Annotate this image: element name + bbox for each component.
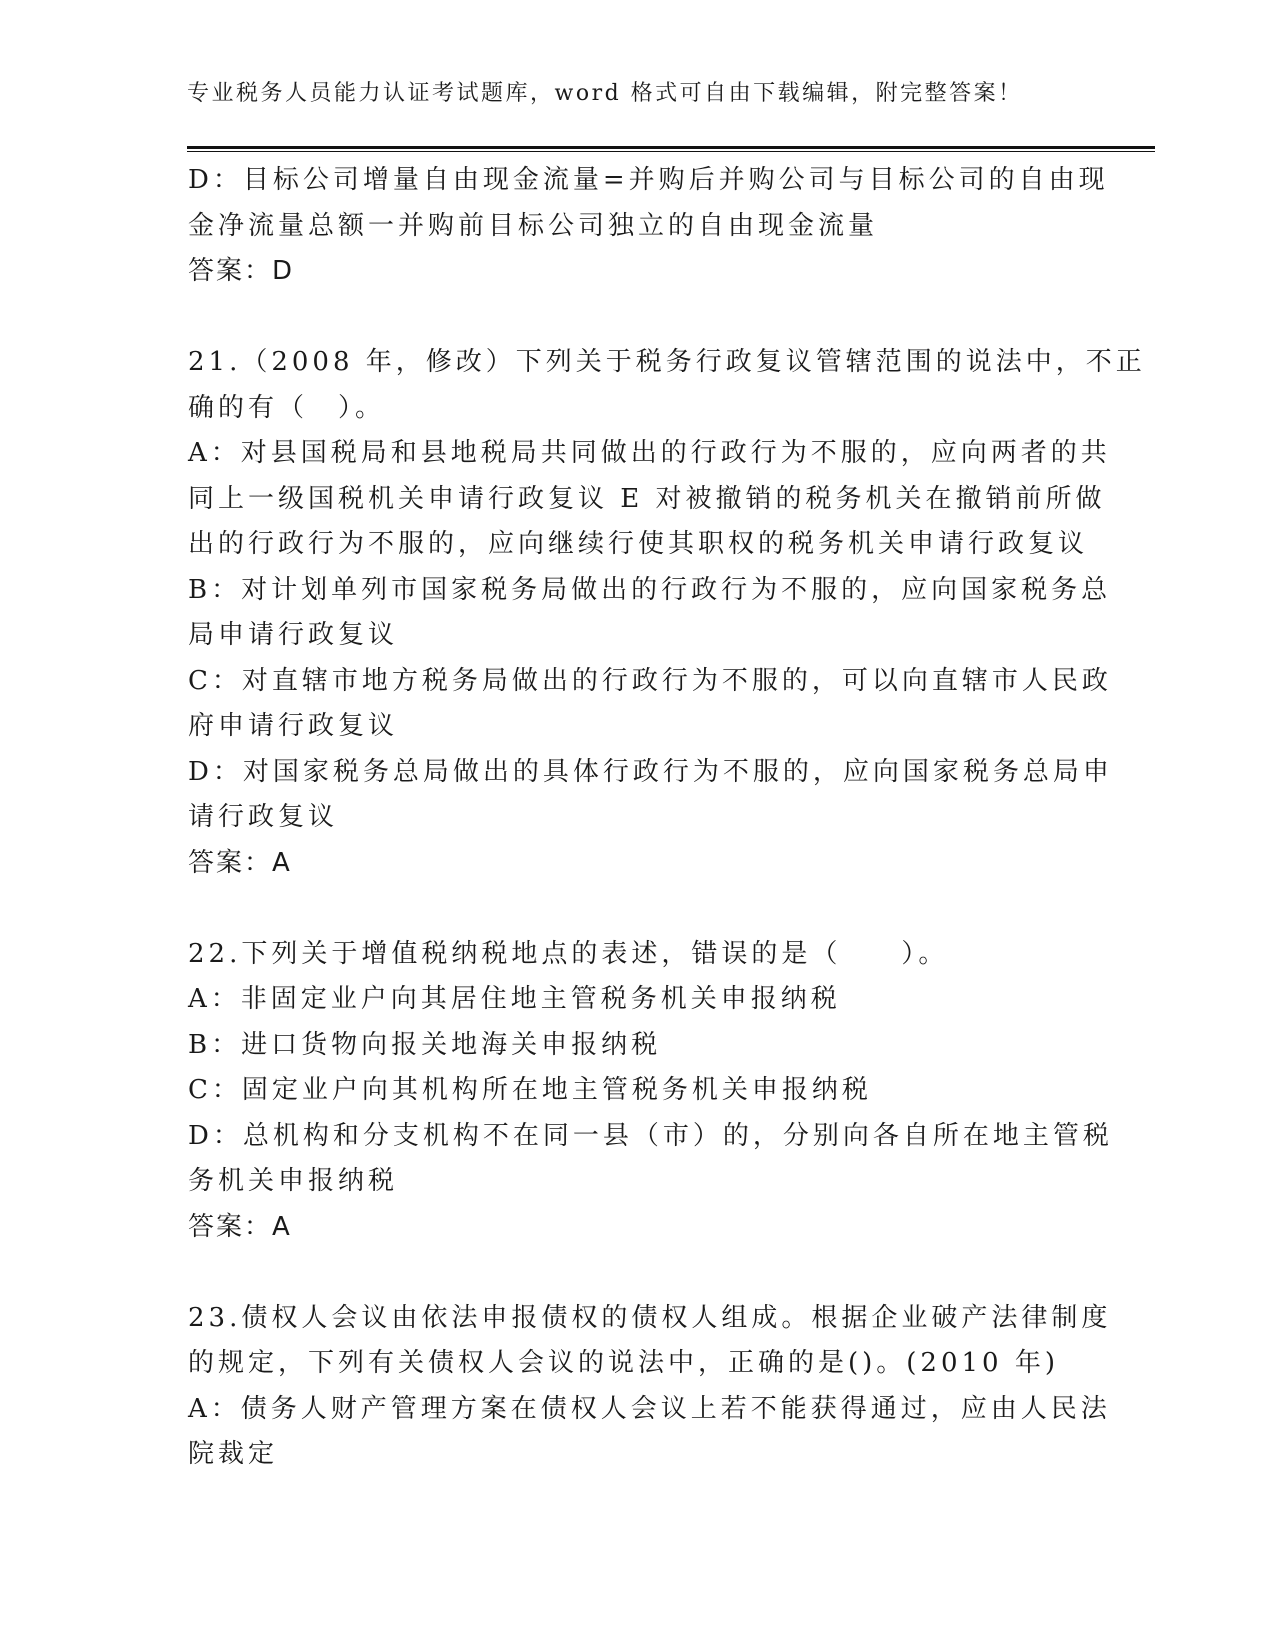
header-rule-thin <box>187 151 1155 152</box>
q21-stem-line-1: 21.（2008 年，修改）下列关于税务行政复议管辖范围的说法中，不正 <box>188 347 1146 377</box>
spacer <box>188 295 1088 341</box>
q22-option-d-line-2: 务机关申报纳税 <box>188 1166 399 1196</box>
q21-option-a-line-3: 出的行政行为不服的，应向继续行使其职权的税务机关申请行政复议 <box>188 529 1089 559</box>
spacer <box>188 886 1088 932</box>
q21-stem-line-2: 确的有（ ）。 <box>188 392 386 423</box>
q22-option-a: A：非固定业户向其居住地主管税务机关申报纳税 <box>188 984 841 1014</box>
prev-answer: 答案：D <box>188 256 295 286</box>
header-rule-thick <box>187 146 1155 149</box>
q22-option-b: B：进口货物向报关地海关申报纳税 <box>188 1029 662 1060</box>
q22-option-c: C：固定业户向其机构所在地主管税务机关申报纳税 <box>188 1075 872 1105</box>
q21-answer: 答案：A <box>188 847 292 878</box>
spacer <box>188 1250 1088 1296</box>
q21-option-c-line-1: C：对直辖市地方税务局做出的行政行为不服的，可以向直辖市人民政 <box>188 665 1112 696</box>
q23-option-a-line-2: 院裁定 <box>188 1439 279 1469</box>
q21-option-b-line-2: 局申请行政复议 <box>188 620 399 650</box>
q23-stem-line-1: 23.债权人会议由依法申报债权的债权人组成。根据企业破产法律制度 <box>188 1302 1112 1333</box>
q22-stem: 22.下列关于增值税纳税地点的表述，错误的是（ ）。 <box>188 938 949 969</box>
q21-option-d-line-1: D：对国家税务总局做出的具体行政行为不服的，应向国家税务总局申 <box>188 756 1113 787</box>
prev-option-d-line-2: 金净流量总额一并购前目标公司独立的自由现金流量 <box>188 210 879 241</box>
q21-option-d-line-2: 请行政复议 <box>188 802 339 832</box>
q23-stem-line-2: 的规定，下列有关债权人会议的说法中，正确的是()。(2010 年) <box>188 1348 1060 1378</box>
prev-option-d-line-1: D：目标公司增量自由现金流量=并购后并购公司与目标公司的自由现 <box>188 165 1109 195</box>
page-header: 专业税务人员能力认证考试题库，word 格式可自由下载编辑，附完整答案！ <box>187 81 1023 106</box>
q21-option-a-line-2: 同上一级国税机关申请行政复议 E 对被撤销的税务机关在撤销前所做 <box>188 483 1106 514</box>
q21-option-a-line-1: A：对县国税局和县地税局共同做出的行政行为不服的，应向两者的共 <box>188 438 1111 468</box>
q21-option-b-line-1: B：对计划单列市国家税务局做出的行政行为不服的，应向国家税务总 <box>188 574 1112 605</box>
q22-option-d-line-1: D：总机构和分支机构不在同一县（市）的，分别向各自所在地主管税 <box>188 1120 1113 1151</box>
q23-option-a-line-1: A：债务人财产管理方案在债权人会议上若不能获得通过，应由人民法 <box>188 1393 1111 1424</box>
q21-option-c-line-2: 府申请行政复议 <box>188 711 399 741</box>
q22-answer: 答案：A <box>188 1211 292 1242</box>
question-content <box>188 158 1146 1478</box>
